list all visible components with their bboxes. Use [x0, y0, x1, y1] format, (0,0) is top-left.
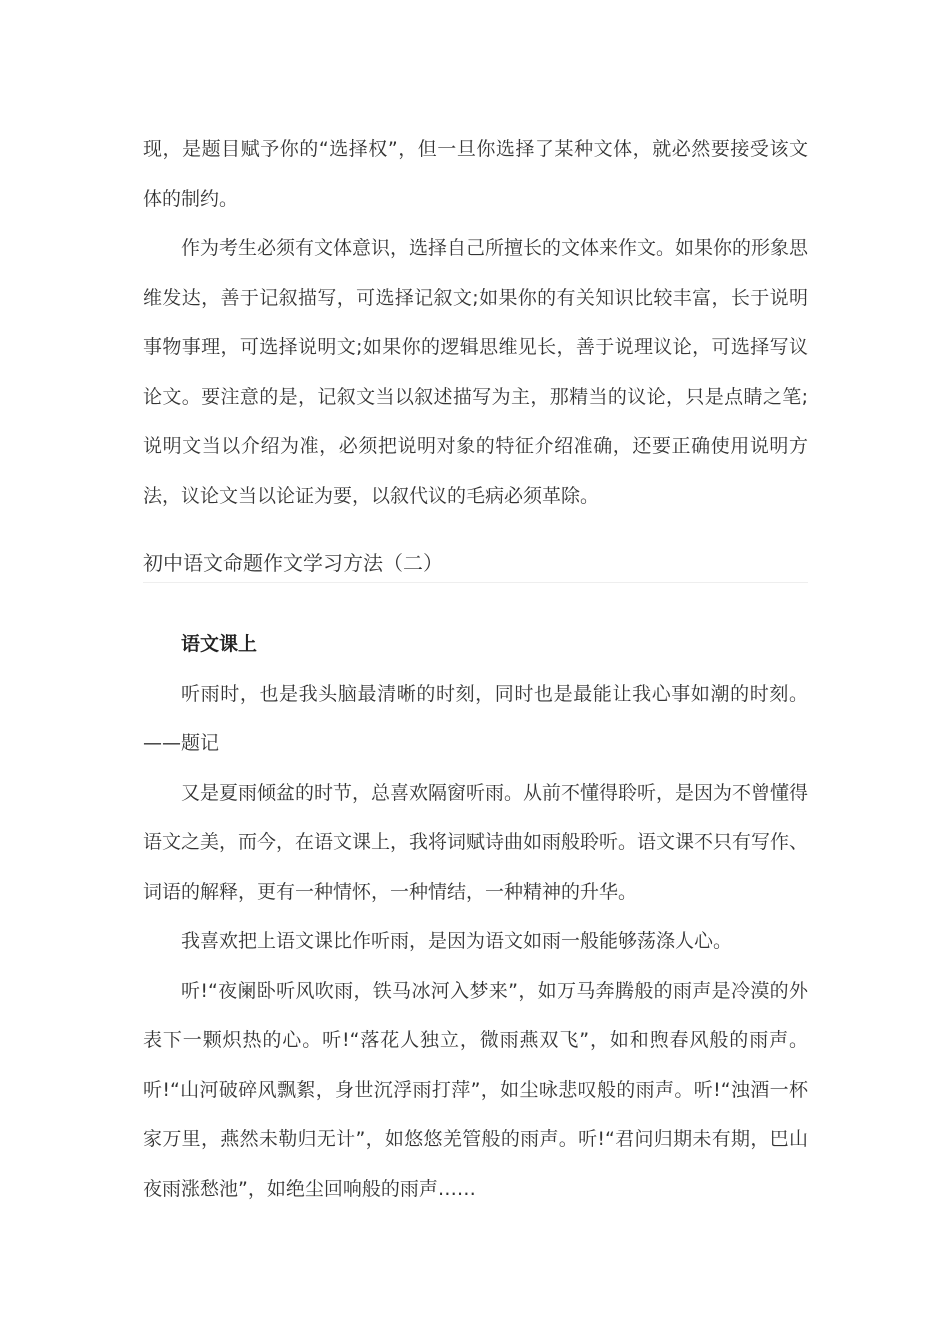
paragraph-summer-rain: 又是夏雨倾盆的时节，总喜欢隔窗听雨。从前不懂得聆听，是因为不曾懂得语文之美，而今，在语文课上，我将词赋诗曲如雨般聆听。语文课不只有写作、词语的解释，更有一种情怀，一种情结，一种精神的升华。: [143, 781, 809, 903]
paragraph-genre-awareness: 作为考生必须有文体意识，选择自己所擅长的文体来作文。如果你的形象思维发达，善于记叙描写，可选择记叙文;如果你的有关知识比较丰富，长于说明事物事理，可选择说明文;如果你的逻辑思维见长，善于说理议论，可选择写议论文。要注意的是，记叙文当以叙述描写为主，那精当的议论，只是点睛之笔;说明文当以介绍为准，必须把说明对象的特征介绍准确，还要正确使用说明方法，议论文当以论证为要，以叙代议的毛病必须革除。: [143, 237, 809, 507]
paragraph-continuation: 现，是题目赋予你的“选择权”，但一旦你选择了某种文体，就必然要接受该文体的制约。: [143, 138, 808, 210]
section-heading: 初中语文命题作文学习方法（二）: [143, 545, 808, 583]
paragraph-epigraph: 听雨时，也是我头脑最清晰的时刻，同时也是最能让我心事如潮的时刻。——题记: [143, 682, 808, 754]
paragraph-metaphor: 我喜欢把上语文课比作听雨，是因为语文如雨一般能够荡涤人心。: [181, 930, 733, 952]
paragraph-poems: 听!“夜阑卧听风吹雨，铁马冰河入梦来”，如万马奔腾般的雨声是冷漠的外表下一颗炽热的心。听!“落花人独立，微雨燕双飞”，如和煦春风般的雨声。听!“山河破碎风飘絮，身世沉浮雨打萍”，如尘咏悲叹般的雨声。听!“浊酒一杯家万里，燕然未勒归无计”，如悠悠羌管般的雨声。听!“君问归期未有期，巴山夜雨涨愁池”，如绝尘回响般的雨声……: [143, 979, 808, 1200]
essay-title: 语文课上: [181, 633, 258, 655]
document-page: [143, 125, 808, 1214]
